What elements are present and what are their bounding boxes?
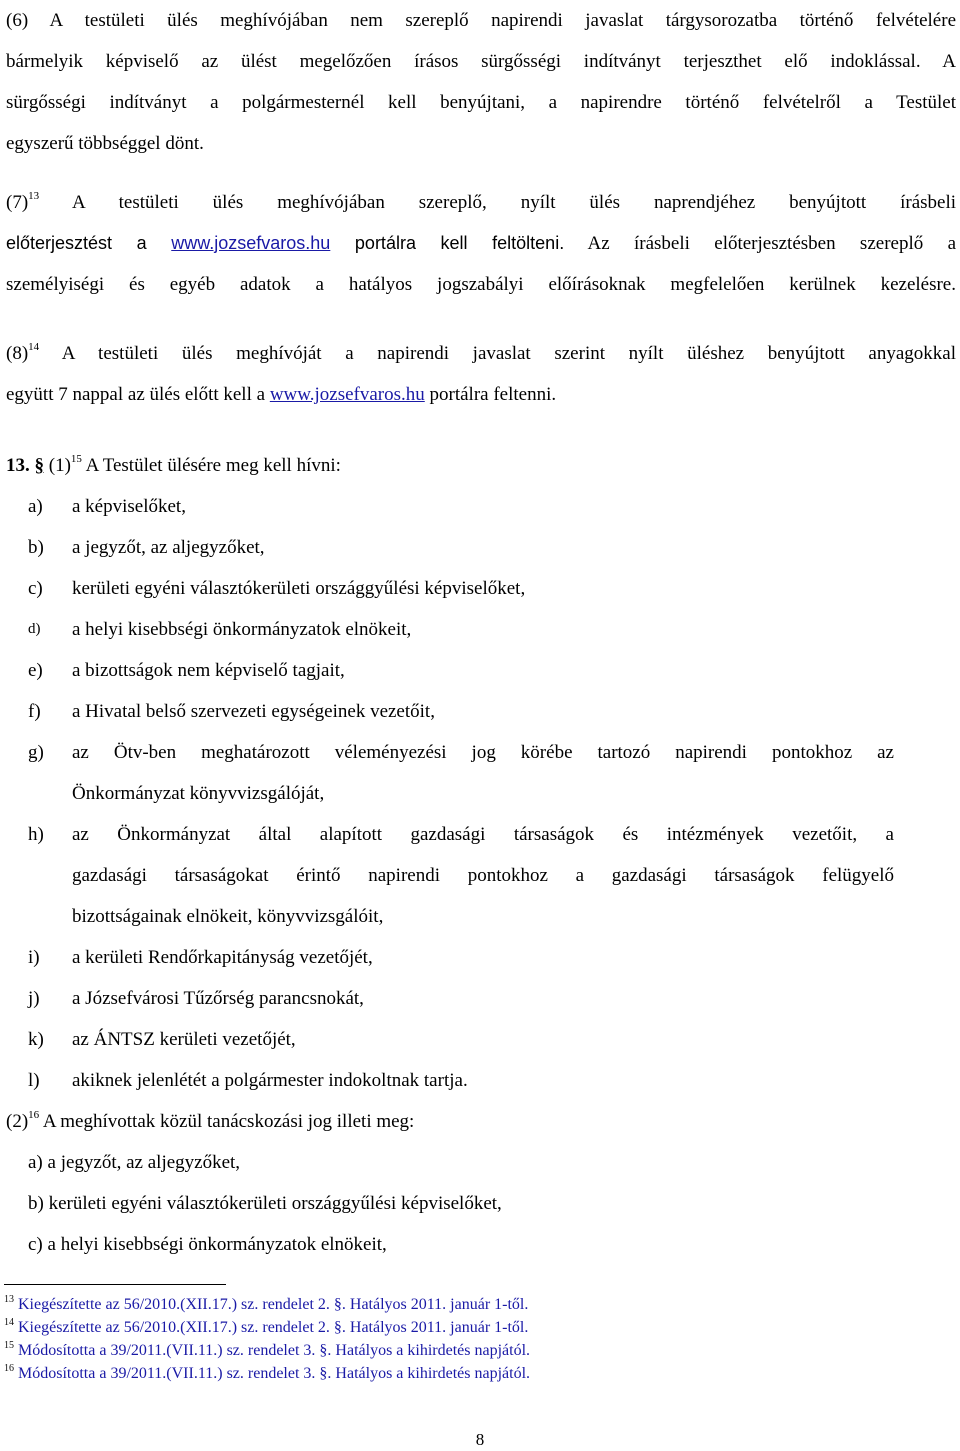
- list-text: a Józsefvárosi Tűzőrség parancsnokát,: [72, 988, 364, 1009]
- paragraph-8-after-link: portálra feltenni.: [424, 384, 557, 405]
- list-label: d): [28, 621, 41, 637]
- list-item-g-cont: [0, 773, 960, 814]
- paragraph-8-before-link: együtt 7 nappal az ülés előtt kell a: [6, 384, 270, 405]
- list-label: b): [28, 537, 44, 558]
- footnote-text: Módosította a 39/2011.(VII.11.) sz. rendelet 3. §. Hatályos a kihirdetés napjától.: [18, 1342, 531, 1359]
- paragraph-8-line-2: [6, 374, 956, 415]
- footnote-text: Kiegészítette az 56/2010.(XII.17.) sz. rendelet 2. §. Hatályos 2011. január 1-től.: [18, 1296, 529, 1313]
- list-text: a helyi kisebbségi önkormányzatok elnökeit,: [72, 619, 412, 640]
- list-item-i: [0, 937, 960, 978]
- section-13-sub-2-heading: [6, 1101, 414, 1142]
- list-label: k): [28, 1029, 44, 1050]
- paragraph-8-text: A testületi ülés meghívóját a napirendi javaslat szerint nyílt üléshez benyújtott anyagokkal: [61, 343, 956, 364]
- footnote-number: 15: [4, 1340, 14, 1351]
- paragraph-7: [6, 182, 956, 305]
- paragraph-7-line-2: [6, 223, 956, 264]
- list-label: l): [28, 1070, 40, 1091]
- sub-2-item-a: a) a jegyzőt, az aljegyzőket,: [28, 1152, 241, 1173]
- footnote-number: 13: [4, 1294, 14, 1305]
- paragraph-8-number: (8): [6, 343, 29, 364]
- paragraph-6-line-4: egyszerű többséggel dönt.: [6, 133, 204, 154]
- paragraph-6: [6, 0, 956, 164]
- list-text: akiknek jelenlétét a polgármester indokoltnak tartja.: [72, 1070, 468, 1091]
- section-13-sub-2-number: (2): [6, 1111, 29, 1132]
- list-item-a: [0, 486, 960, 527]
- paragraph-sign: §: [34, 455, 44, 476]
- footnote-ref-16[interactable]: 16: [28, 1109, 40, 1121]
- list-label: f): [28, 701, 41, 722]
- list-label: i): [28, 947, 40, 968]
- paragraph-7-line-2-start: [6, 233, 564, 253]
- footnote-ref-13[interactable]: 13: [28, 190, 40, 202]
- list-item-d: [0, 609, 960, 650]
- list-item-e: [0, 650, 960, 691]
- jozsefvaros-link-2[interactable]: www.jozsefvaros.hu: [269, 384, 425, 405]
- footnote-text: Módosította a 39/2011.(VII.11.) sz. rendelet 3. §. Hatályos a kihirdetés napjától.: [18, 1365, 531, 1382]
- paragraph-6-line-2: bármelyik képviselő az ülést megelőzően írásos sürgősségi indítványt terjeszthet elő indoklással. A: [6, 51, 956, 72]
- footnote-number: 16: [4, 1363, 14, 1374]
- footnote-ref-15[interactable]: 15: [70, 453, 82, 465]
- list-text: a képviselőket,: [72, 496, 186, 517]
- list-item-g: [0, 732, 960, 773]
- list-text: az ÁNTSZ kerületi vezetőjét,: [72, 1029, 296, 1050]
- sub-2-item-b: b) kerületi egyéni választókerületi országgyűlési képviselőket,: [28, 1193, 502, 1214]
- footnote-number: 14: [4, 1317, 14, 1328]
- paragraph-7-before-link: előterjesztést a: [6, 233, 172, 253]
- paragraph-7-text: A testületi ülés meghívójában szereplő, nyílt ülés naprendjéhez benyújtott írásbeli: [72, 192, 957, 213]
- list-item-h-cont-1: [0, 855, 960, 896]
- sub-2-item-c: c) a helyi kisebbségi önkormányzatok elnökeit,: [28, 1234, 387, 1255]
- section-13-sub-2-heading-text: A meghívottak közül tanácskozási jog illeti meg:: [42, 1111, 415, 1132]
- jozsefvaros-link[interactable]: www.jozsefvaros.hu: [171, 233, 331, 253]
- footnote-text: Kiegészítette az 56/2010.(XII.17.) sz. rendelet 2. §. Hatályos 2011. január 1-től.: [18, 1319, 529, 1336]
- list-text: a Hivatal belső szervezeti egységeinek vezetőit,: [72, 701, 435, 722]
- paragraph-7-line-3: személyiségi és egyéb adatok a hatályos jogszabályi előírásoknak megfelelően kerülnek kezelésre.: [6, 274, 956, 295]
- paragraph-7-after-link: portálra kell feltölteni.: [330, 233, 565, 253]
- section-13-sub-number: (1): [48, 455, 71, 476]
- paragraph-6-line-3: sürgősségi indítványt a polgármesternél kell benyújtani, a napirendre történő felvételről a Testület: [6, 92, 956, 113]
- paragraph-8-line-1: [6, 333, 956, 374]
- footnote-13: [4, 1294, 528, 1316]
- paragraph-7-line-2-rest: Az írásbeli előterjesztésben szereplő a: [587, 233, 957, 254]
- paragraph-6-line-1: (6) A testületi ülés meghívójában nem szereplő napirendi javaslat tárgysorozatba történő felvételére: [6, 10, 956, 31]
- list-text: a jegyzőt, az aljegyzőket,: [72, 537, 265, 558]
- list-text-line-2: Önkormányzat könyvvizsgálóját,: [72, 783, 325, 804]
- paragraph-8: [6, 333, 956, 415]
- section-number: 13.: [6, 455, 30, 476]
- list-item-j: [0, 978, 960, 1019]
- list-text-line-1: az Önkormányzat által alapított gazdasági társaságok és intézmények vezetőit, a: [72, 824, 894, 845]
- list-label: e): [28, 660, 43, 681]
- list-text: a kerületi Rendőrkapitányság vezetőjét,: [72, 947, 373, 968]
- list-item-h: [0, 814, 960, 855]
- list-text: kerületi egyéni választókerületi országgyűlési képviselőket,: [72, 578, 526, 599]
- footnote-15: [4, 1340, 530, 1362]
- list-label: g): [28, 742, 44, 763]
- section-13-heading-text: A Testület ülésére meg kell hívni:: [85, 455, 341, 476]
- footnote-separator: [4, 1284, 226, 1285]
- paragraph-7-line-1: [6, 182, 956, 223]
- list-text: a bizottságok nem képviselő tagjait,: [72, 660, 345, 681]
- page-number: 8: [475, 1430, 485, 1449]
- list-text-line-3: bizottságainak elnökeit, könyvvizsgálóit,: [72, 906, 384, 927]
- list-text-line-1: az Ötv-ben meghatározott véleményezési jog körébe tartozó napirendi pontokhoz az: [72, 742, 894, 763]
- section-13-heading: [6, 445, 341, 486]
- list-item-h-cont-2: [0, 896, 960, 937]
- list-item-b: [0, 527, 960, 568]
- list-label: j): [28, 988, 40, 1009]
- list-item-f: [0, 691, 960, 732]
- footnote-ref-14[interactable]: 14: [28, 341, 40, 353]
- list-item-c: [0, 568, 960, 609]
- paragraph-7-number: (7): [6, 192, 29, 213]
- list-item-k: [0, 1019, 960, 1060]
- list-label: c): [28, 578, 43, 599]
- list-label: h): [28, 824, 44, 845]
- list-label: a): [28, 496, 43, 517]
- list-text-line-2: gazdasági társaságokat érintő napirendi pontokhoz a gazdasági társaságok felügyelő: [72, 865, 894, 886]
- footnote-14: [4, 1317, 528, 1339]
- list-item-l: [0, 1060, 960, 1101]
- footnote-16: [4, 1363, 530, 1385]
